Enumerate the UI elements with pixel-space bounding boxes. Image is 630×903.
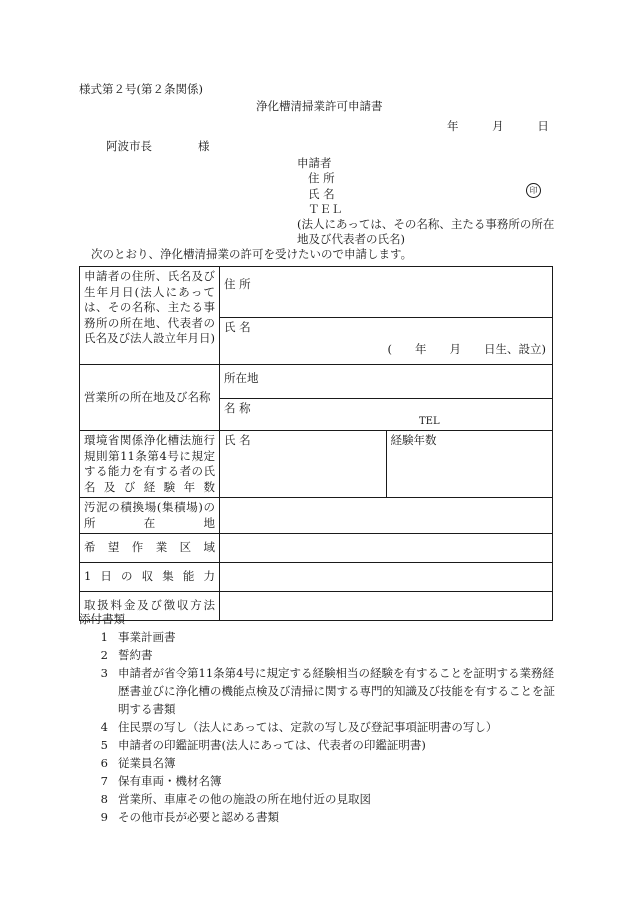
table-row — [80, 365, 553, 399]
table-row — [80, 592, 553, 621]
attachments-list — [79, 628, 555, 826]
row-label-office: 営業所の所在地及び名称 — [80, 365, 220, 431]
application-table — [79, 266, 553, 621]
table-row — [80, 534, 553, 563]
list-item: 6 従業員名簿 — [100, 756, 176, 770]
addressee-honorific: 様 — [198, 139, 210, 153]
row-label-applicant: 申請者の住所、氏名及び生年月日(法人にあっては、その名称、主たる事務所の所在地、代表者の氏名及び法人設立年月日) — [80, 267, 220, 365]
row-label-daily-capacity: 1日の収集能力 — [80, 563, 220, 592]
office-location-cell: 所在地 — [220, 365, 553, 399]
applicant-name-cell: 氏 名 ( 年 月 日生、設立) — [220, 318, 553, 365]
intro-text: 次のとおり、浄化槽清掃業の許可を受けたいので申請します。 — [91, 247, 413, 261]
table-row — [80, 498, 553, 534]
applicant-heading: 申請者 — [297, 156, 332, 170]
applicant-address-label: 住 所 — [308, 171, 335, 186]
office-name-cell: 名 称 TEL — [220, 399, 553, 431]
list-item: 4 住民票の写し（法人にあっては、定款の写し及び登記事項証明書の写し） — [100, 720, 498, 734]
list-item: 9 その他市長が必要と認める書類 — [100, 810, 279, 824]
row-label-sludge-site: 汚泥の積換場(集積場)の所在地 — [80, 498, 220, 534]
row-label-qualified-person: 環境省関係浄化槽法施行規則第11条第4号に規定する能力を有する者の氏名及び経験年数 — [80, 431, 220, 498]
list-item: 5 申請者の印鑑証明書(法人にあっては、代表者の印鑑証明書) — [100, 738, 426, 752]
list-item: 1 事業計画書 — [100, 630, 176, 644]
sludge-site-cell — [220, 498, 553, 534]
seal-mark: 印 — [526, 183, 541, 198]
applicant-tel-label: ＴＥＬ — [308, 201, 343, 216]
applicant-address-cell: 住 所 — [220, 267, 553, 318]
experience-years-cell: 経験年数 — [386, 431, 553, 498]
table-row — [80, 563, 553, 592]
row-label-service-area: 希望作業区域 — [80, 534, 220, 563]
list-item: 8 営業所、車庫その他の施設の所在地付近の見取図 — [100, 792, 371, 806]
table-row — [80, 267, 553, 318]
form-number-label: 様式第２号(第２条関係) — [79, 82, 203, 96]
date-year: 年 — [447, 119, 459, 133]
daily-capacity-cell — [220, 563, 553, 592]
addressee-name: 阿波市長 — [106, 139, 152, 153]
attachments-title: 添付書類 — [79, 612, 125, 626]
list-item: 2 誓約書 — [100, 648, 153, 662]
applicant-block — [297, 156, 557, 248]
fees-cell — [220, 592, 553, 621]
list-item: 3 申請者が省令第11条第4号に規定する経験相当の経験を有することを証明する業務経歴書並びに浄化槽の機能点検及び清掃に関する専門的知識及び技能を有することを証明する書類 — [100, 666, 555, 716]
document-title: 浄化槽清掃業許可申請書 — [256, 99, 383, 113]
office-tel-label: TEL — [419, 416, 440, 427]
date-month: 月 — [492, 119, 504, 133]
list-item: 7 保有車両・機材名簿 — [100, 774, 222, 788]
applicant-note: (法人にあっては、その名称、主たる事務所の所在地及び代表者の氏名) — [297, 217, 555, 247]
row-label-fees: 取扱料金及び徴収方法 — [80, 592, 220, 621]
applicant-name-label: 氏 名 — [308, 186, 335, 201]
qualified-name-cell: 氏 名 — [220, 431, 387, 498]
table-row — [80, 431, 553, 498]
addressee — [106, 139, 210, 155]
date-row — [447, 119, 549, 135]
birth-date-line: ( 年 月 日生、設立) — [387, 342, 546, 357]
service-area-cell — [220, 534, 553, 563]
date-day: 日 — [537, 119, 549, 133]
